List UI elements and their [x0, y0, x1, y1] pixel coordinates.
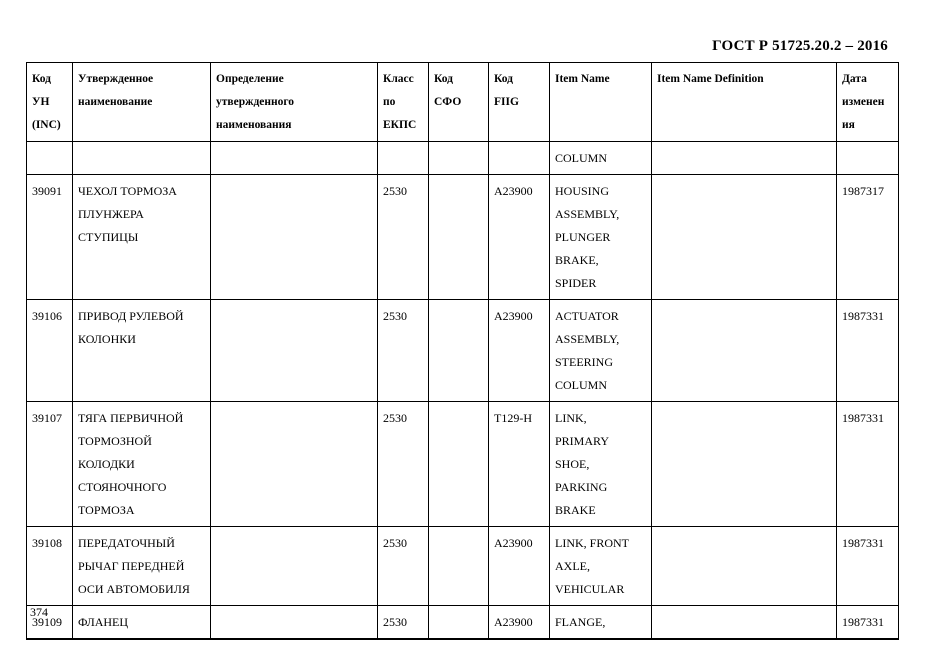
cell-date: 1987331	[837, 606, 899, 640]
cell-fiig: A23900	[489, 175, 550, 300]
cell-inc: 39107	[27, 402, 73, 527]
cell-date: 1987331	[837, 300, 899, 402]
cell-sfo	[429, 606, 489, 640]
cell-class: 2530	[378, 402, 429, 527]
cell-item-name: ACTUATOR ASSEMBLY, STEERING COLUMN	[550, 300, 652, 402]
col-header-class: Класс по ЕКПС	[378, 63, 429, 142]
col-header-fiig: Код FIIG	[489, 63, 550, 142]
col-header-item-name: Item Name	[550, 63, 652, 142]
col-header-change-date: Дата изменен ия	[837, 63, 899, 142]
cell-item-def	[652, 142, 837, 175]
cell-item-name: HOUSING ASSEMBLY, PLUNGER BRAKE, SPIDER	[550, 175, 652, 300]
cell-fiig: A23900	[489, 606, 550, 640]
cell-sfo	[429, 300, 489, 402]
cell-fiig: A23900	[489, 527, 550, 606]
col-header-definition: Определение утвержденного наименования	[211, 63, 378, 142]
table-row	[27, 606, 899, 640]
cell-item-def	[652, 300, 837, 402]
col-header-sfo: Код СФО	[429, 63, 489, 142]
col-header-item-name-definition: Item Name Definition	[652, 63, 837, 142]
cell-date: 1987331	[837, 402, 899, 527]
cell-item-name: FLANGE,	[550, 606, 652, 640]
cell-definition-ru	[211, 142, 378, 175]
cell-fiig	[489, 142, 550, 175]
cell-fiig: T129-H	[489, 402, 550, 527]
cell-sfo	[429, 175, 489, 300]
cell-date	[837, 142, 899, 175]
cell-sfo	[429, 142, 489, 175]
table-row	[27, 300, 899, 402]
cell-item-def	[652, 175, 837, 300]
cell-name-ru: ТЯГА ПЕРВИЧНОЙ ТОРМОЗНОЙ КОЛОДКИ СТОЯНОЧНОГО ТОРМОЗА	[73, 402, 211, 527]
catalog-table	[26, 62, 899, 640]
cell-fiig: A23900	[489, 300, 550, 402]
table-row	[27, 402, 899, 527]
table-header-row	[27, 63, 899, 142]
cell-inc: 39108	[27, 527, 73, 606]
cell-class: 2530	[378, 527, 429, 606]
cell-definition-ru	[211, 402, 378, 527]
cell-item-name: LINK, FRONT AXLE, VEHICULAR	[550, 527, 652, 606]
cell-item-def	[652, 606, 837, 640]
cell-inc	[27, 142, 73, 175]
cell-item-name: LINK, PRIMARY SHOE, PARKING BRAKE	[550, 402, 652, 527]
cell-inc: 39109	[27, 606, 73, 640]
cell-name-ru: ПЕРЕДАТОЧНЫЙ РЫЧАГ ПЕРЕДНЕЙ ОСИ АВТОМОБИЛЯ	[73, 527, 211, 606]
cell-date: 1987331	[837, 527, 899, 606]
cell-name-ru: ФЛАНЕЦ	[73, 606, 211, 640]
cell-sfo	[429, 402, 489, 527]
table-row	[27, 142, 899, 175]
col-header-approved-name: Утвержденное наименование	[73, 63, 211, 142]
cell-definition-ru	[211, 300, 378, 402]
cell-item-def	[652, 527, 837, 606]
cell-definition-ru	[211, 606, 378, 640]
cell-inc: 39091	[27, 175, 73, 300]
page-number: 374	[30, 605, 48, 619]
table-row	[27, 527, 899, 606]
col-header-inc: Код УН (INC)	[27, 63, 73, 142]
cell-item-def	[652, 402, 837, 527]
cell-definition-ru	[211, 175, 378, 300]
cell-item-name: COLUMN	[550, 142, 652, 175]
cell-class: 2530	[378, 175, 429, 300]
cell-date: 1987317	[837, 175, 899, 300]
cell-class: 2530	[378, 606, 429, 640]
cell-definition-ru	[211, 527, 378, 606]
cell-class	[378, 142, 429, 175]
cell-inc: 39106	[27, 300, 73, 402]
table-row	[27, 175, 899, 300]
cell-name-ru: ЧЕХОЛ ТОРМОЗА ПЛУНЖЕРА СТУПИЦЫ	[73, 175, 211, 300]
cell-name-ru: ПРИВОД РУЛЕВОЙ КОЛОНКИ	[73, 300, 211, 402]
cell-sfo	[429, 527, 489, 606]
cell-class: 2530	[378, 300, 429, 402]
document-code: ГОСТ Р 51725.20.2 – 2016	[712, 38, 888, 54]
cell-name-ru	[73, 142, 211, 175]
